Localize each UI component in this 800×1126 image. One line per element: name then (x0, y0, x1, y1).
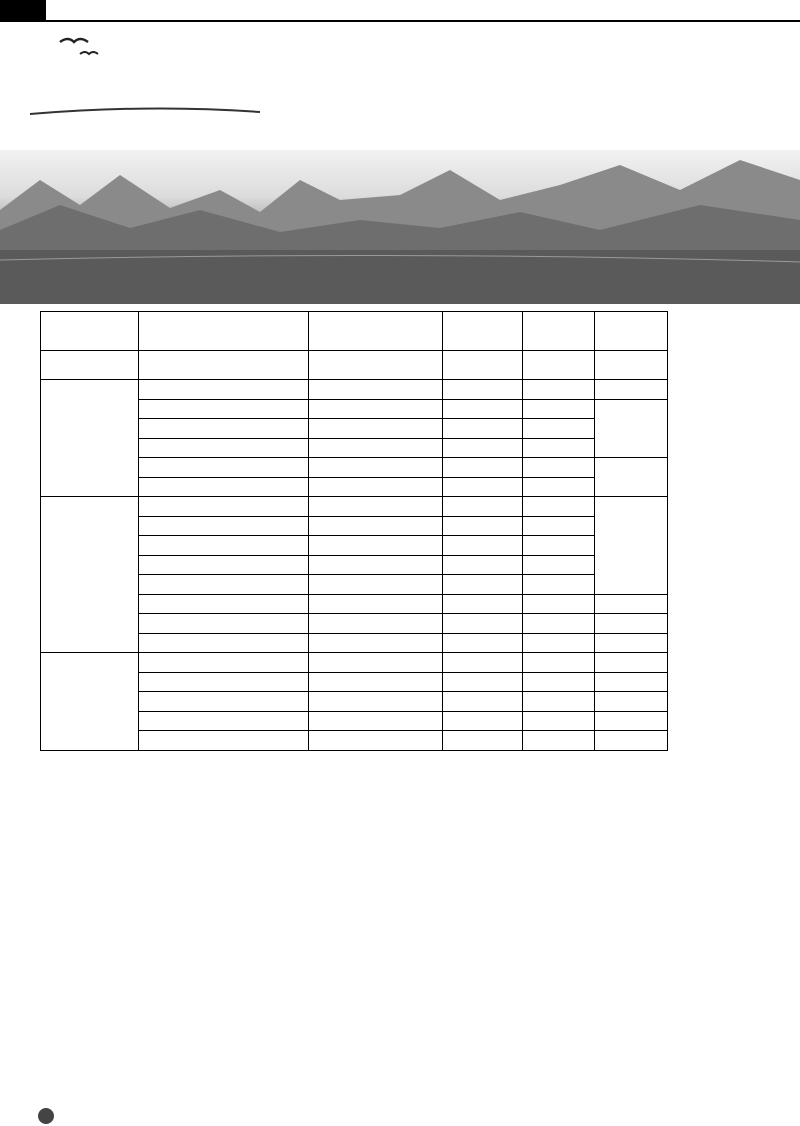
departure-date (595, 711, 668, 731)
route-name (139, 380, 309, 400)
route-note (309, 399, 443, 419)
landscape-banner (0, 150, 800, 304)
retail-price (523, 692, 595, 712)
departure-date (595, 399, 668, 458)
route-name (139, 711, 309, 731)
route-name (139, 497, 309, 517)
route-name (139, 419, 309, 439)
peer-price (443, 536, 523, 556)
departure-date (595, 731, 668, 751)
route-note (309, 380, 443, 400)
retail-price (523, 672, 595, 692)
retail-price (523, 633, 595, 653)
departure-date (595, 672, 668, 692)
route-note (309, 438, 443, 458)
route-note (309, 516, 443, 536)
route-note (309, 731, 443, 751)
route-note (309, 497, 443, 517)
route-note (309, 653, 443, 673)
peer-price (443, 653, 523, 673)
departure-date (595, 458, 668, 497)
peer-price (443, 516, 523, 536)
peer-price (443, 351, 523, 380)
header-rule (46, 20, 800, 22)
route-note (309, 633, 443, 653)
retail-price (523, 497, 595, 517)
retail-price (523, 575, 595, 595)
tour-row (41, 653, 668, 673)
route-note (309, 555, 443, 575)
column-header (523, 312, 595, 351)
departure-date (595, 653, 668, 673)
route-note (309, 536, 443, 556)
route-name (139, 672, 309, 692)
route-note (309, 458, 443, 478)
tour-price-table (40, 311, 668, 751)
retail-price (523, 731, 595, 751)
tour-row (41, 497, 668, 517)
peer-price (443, 419, 523, 439)
route-name (139, 351, 309, 380)
column-header (139, 312, 309, 351)
retail-price (523, 516, 595, 536)
table-header-row (41, 312, 668, 351)
edition-badge-icon (38, 1108, 54, 1124)
category-cell (41, 380, 139, 497)
retail-price (523, 555, 595, 575)
seagull-icon (20, 34, 270, 120)
route-note (309, 614, 443, 634)
route-note (309, 351, 443, 380)
retail-price (523, 399, 595, 419)
retail-price (523, 351, 595, 380)
route-note (309, 594, 443, 614)
retail-price (523, 438, 595, 458)
retail-price (523, 380, 595, 400)
column-header (443, 312, 523, 351)
peer-price (443, 711, 523, 731)
route-name (139, 438, 309, 458)
logo (20, 34, 270, 120)
header-corner (41, 312, 139, 351)
retail-price (523, 458, 595, 478)
peer-price (443, 731, 523, 751)
route-name (139, 477, 309, 497)
page-footer (20, 1108, 60, 1124)
route-name (139, 594, 309, 614)
departure-date (595, 692, 668, 712)
route-name (139, 536, 309, 556)
route-note (309, 575, 443, 595)
route-note (309, 672, 443, 692)
route-name (139, 575, 309, 595)
ad-tag (0, 0, 46, 22)
route-name (139, 692, 309, 712)
route-name (139, 614, 309, 634)
tour-row (41, 380, 668, 400)
departure-date (595, 614, 668, 634)
route-name (139, 458, 309, 478)
route-note (309, 711, 443, 731)
route-name (139, 653, 309, 673)
route-name (139, 516, 309, 536)
peer-price (443, 477, 523, 497)
retail-price (523, 477, 595, 497)
departure-date (595, 497, 668, 595)
peer-price (443, 672, 523, 692)
retail-price (523, 614, 595, 634)
route-name (139, 633, 309, 653)
route-note (309, 692, 443, 712)
peer-price (443, 555, 523, 575)
column-header (309, 312, 443, 351)
peer-price (443, 438, 523, 458)
peer-price (443, 458, 523, 478)
category-cell (41, 497, 139, 653)
peer-price (443, 575, 523, 595)
departure-date (595, 633, 668, 653)
peer-price (443, 399, 523, 419)
departure-date (595, 380, 668, 400)
peer-price (443, 692, 523, 712)
peer-price (443, 633, 523, 653)
peer-price (443, 614, 523, 634)
retail-price (523, 536, 595, 556)
route-name (139, 555, 309, 575)
departure-date (595, 351, 668, 380)
peer-price (443, 594, 523, 614)
route-note (309, 477, 443, 497)
category-cell (41, 653, 139, 751)
retail-price (523, 711, 595, 731)
special-offer-row (41, 351, 668, 380)
retail-price (523, 653, 595, 673)
route-name (139, 731, 309, 751)
retail-price (523, 419, 595, 439)
departure-date (595, 594, 668, 614)
route-name (139, 399, 309, 419)
peer-price (443, 380, 523, 400)
peer-price (443, 497, 523, 517)
column-header (595, 312, 668, 351)
route-note (309, 419, 443, 439)
retail-price (523, 594, 595, 614)
special-label (41, 351, 139, 380)
